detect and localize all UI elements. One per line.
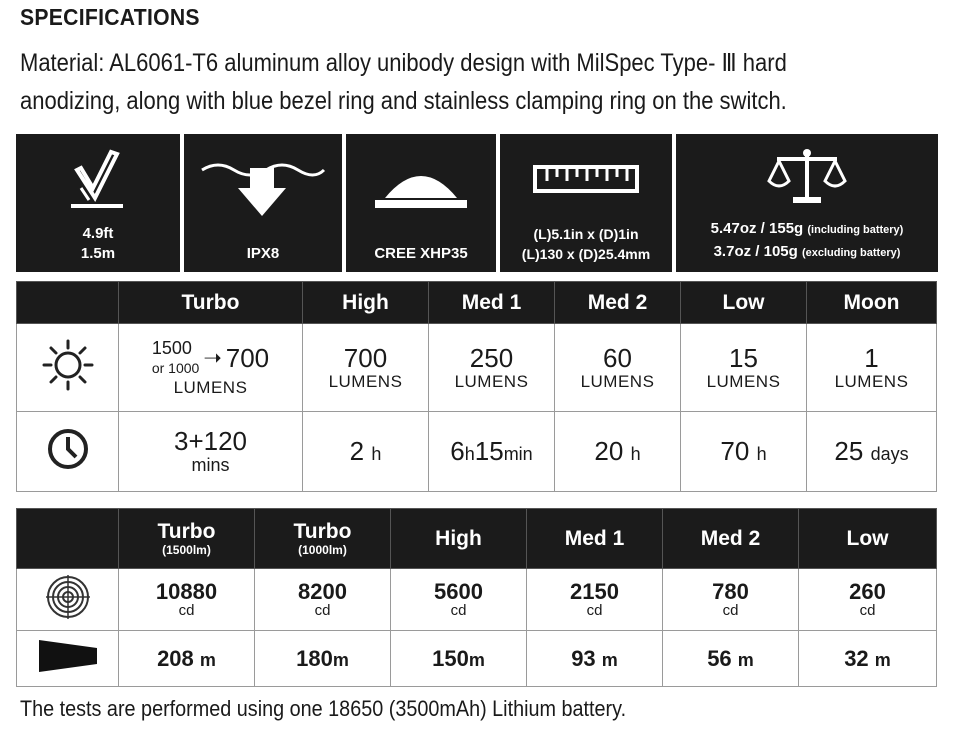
lumens-cell [429,324,555,412]
beam-mode-header: Med 1 [527,509,663,569]
beam-mode-sub: (1000lm) [298,543,347,557]
sun-brightness-icon [42,339,94,391]
lumens-row [17,324,937,412]
mode-header: Low [681,282,807,324]
modes-table [16,281,937,492]
ruler-icon [531,161,641,197]
turbo-runtime-cell [119,412,303,492]
distance-cell [799,631,937,687]
turbo-lumens-1000: or 1000 [151,359,200,376]
runtime-unit: h [756,444,767,464]
weight-without-battery: 3.7oz / 105g (excluding battery) [713,243,901,260]
lumens-cell [681,324,807,412]
distance-value: 56 [707,645,732,671]
impact-height-ft: 4.9ft [82,225,114,242]
distance-unit: m [332,649,349,670]
distance-value: 93 [571,645,596,671]
intensity-unit: cd [859,602,876,619]
lumens-unit: LUMENS [328,371,403,391]
impact-resistance-icon [63,148,133,210]
runtime-unit: h [464,444,475,464]
distance-value: 180 [296,645,333,671]
runtime-value: 2 [349,436,365,466]
beam-distance-icon [35,638,101,674]
runtime-cell [681,412,807,492]
page-title: SPECIFICATIONS [20,4,200,30]
distance-value: 150 [432,645,469,671]
intensity-cell [391,569,527,631]
runtime-cell [303,412,429,492]
size-cell [500,134,672,272]
runtime-cell [429,412,555,492]
weight-with-battery: 5.47oz / 155g (including battery) [710,220,904,237]
runtime-unit: days [870,444,909,464]
lumens-unit: LUMENS [834,371,909,391]
runtime-value: 6 [450,436,465,466]
lumens-value: 60 [603,342,632,373]
lumens-value: 15 [729,342,758,373]
led-cell [346,134,496,272]
intensity-unit: cd [314,602,331,619]
runtime-value-minutes: 15 [474,436,504,466]
waterproof-cell [184,134,342,272]
impact-height-m: 1.5m [80,245,116,262]
turbo-lumens-cell [119,324,303,412]
turbo-lumens-stepdown: 700 [225,342,270,373]
runtime-cell [555,412,681,492]
distance-cell [119,631,255,687]
header-blank [17,282,119,324]
intensity-value: 8200 [298,579,347,604]
mode-header: High [303,282,429,324]
runtime-icon-cell [17,412,119,492]
header-blank [17,509,119,569]
led-model: CREE XHP35 [374,245,468,262]
beam-mode-header [255,509,391,569]
distance-unit: m [874,649,891,670]
turbo-runtime-value: 3+120 [173,426,248,456]
mode-header: Turbo [119,282,303,324]
lumens-unit: LUMENS [580,371,655,391]
intensity-value: 10880 [155,579,218,604]
intensity-cell [527,569,663,631]
material-description [20,44,865,120]
runtime-value: 70 [720,436,750,466]
beam-mode-header: Med 2 [663,509,799,569]
lumens-cell [303,324,429,412]
turbo-lumens-1500: 1500 [151,337,192,358]
beam-mode-header: High [391,509,527,569]
distance-unit: m [601,649,618,670]
beam-header-row [17,509,937,569]
modes-header-row [17,282,937,324]
impact-cell [16,134,180,272]
led-dome-icon [371,164,471,214]
distance-row [17,631,937,687]
lumens-cell [555,324,681,412]
beam-mode-label: Turbo [293,520,352,543]
runtime-value: 20 [594,436,624,466]
lumens-unit: LUMENS [706,371,781,391]
intensity-cell [255,569,391,631]
battery-footnote: The tests are performed using one 18650 (3500mAh) Lithium battery. [20,696,627,721]
runtime-unit: h [371,444,382,464]
distance-cell [255,631,391,687]
step-down-arrow-icon: ➝ [203,344,222,370]
lumens-cell [807,324,937,412]
runtime-unit-minutes: min [503,444,533,464]
lumens-value: 1 [864,342,879,373]
intensity-value: 780 [712,579,749,604]
intensity-unit: cd [178,602,195,619]
intensity-row [17,569,937,631]
intensity-unit: cd [450,602,467,619]
distance-cell [663,631,799,687]
distance-unit: m [737,649,754,670]
intensity-cell [119,569,255,631]
intensity-cell [799,569,937,631]
lumens-unit: LUMENS [173,377,248,397]
turbo-runtime-unit: mins [191,455,230,475]
weight-cell [676,134,938,272]
lumens-icon-cell [17,324,119,412]
beam-mode-header [119,509,255,569]
distance-unit: m [199,649,216,670]
balance-scale-icon [767,145,847,207]
lumens-value: 250 [469,342,514,373]
beam-mode-sub: (1500lm) [162,543,211,557]
material-line-2: anodizing, along with blue bezel ring and stainless clamping ring on the switch. [20,87,787,115]
clock-icon [46,427,90,471]
runtime-unit: h [630,444,641,464]
beam-table [16,508,937,687]
beam-mode-header: Low [799,509,937,569]
distance-value: 208 [157,645,194,671]
size-inches: (L)5.1in x (D)1in [533,226,639,242]
feature-strip [16,134,938,272]
distance-icon-cell [17,631,119,687]
intensity-value: 260 [849,579,886,604]
mode-header: Med 2 [555,282,681,324]
intensity-cell [663,569,799,631]
intensity-unit: cd [586,602,603,619]
material-line-1: Material: AL6061-T6 aluminum alloy unibody design with MilSpec Type- Ⅲ hard [20,49,787,77]
distance-value: 32 [844,645,869,671]
intensity-icon-cell [17,569,119,631]
waterproof-rating: IPX8 [246,245,280,262]
beam-mode-label: Turbo [157,520,216,543]
runtime-row [17,412,937,492]
size-mm: (L)130 x (D)25.4mm [521,246,651,262]
distance-cell [391,631,527,687]
runtime-cell [807,412,937,492]
waterproof-icon [198,158,328,220]
intensity-value: 5600 [434,579,483,604]
mode-header: Moon [807,282,937,324]
distance-cell [527,631,663,687]
runtime-value: 25 [834,436,864,466]
lumens-value: 700 [343,342,388,373]
intensity-unit: cd [722,602,739,619]
target-intensity-icon [45,574,91,620]
lumens-unit: LUMENS [454,371,529,391]
intensity-value: 2150 [570,579,619,604]
mode-header: Med 1 [429,282,555,324]
distance-unit: m [468,649,485,670]
